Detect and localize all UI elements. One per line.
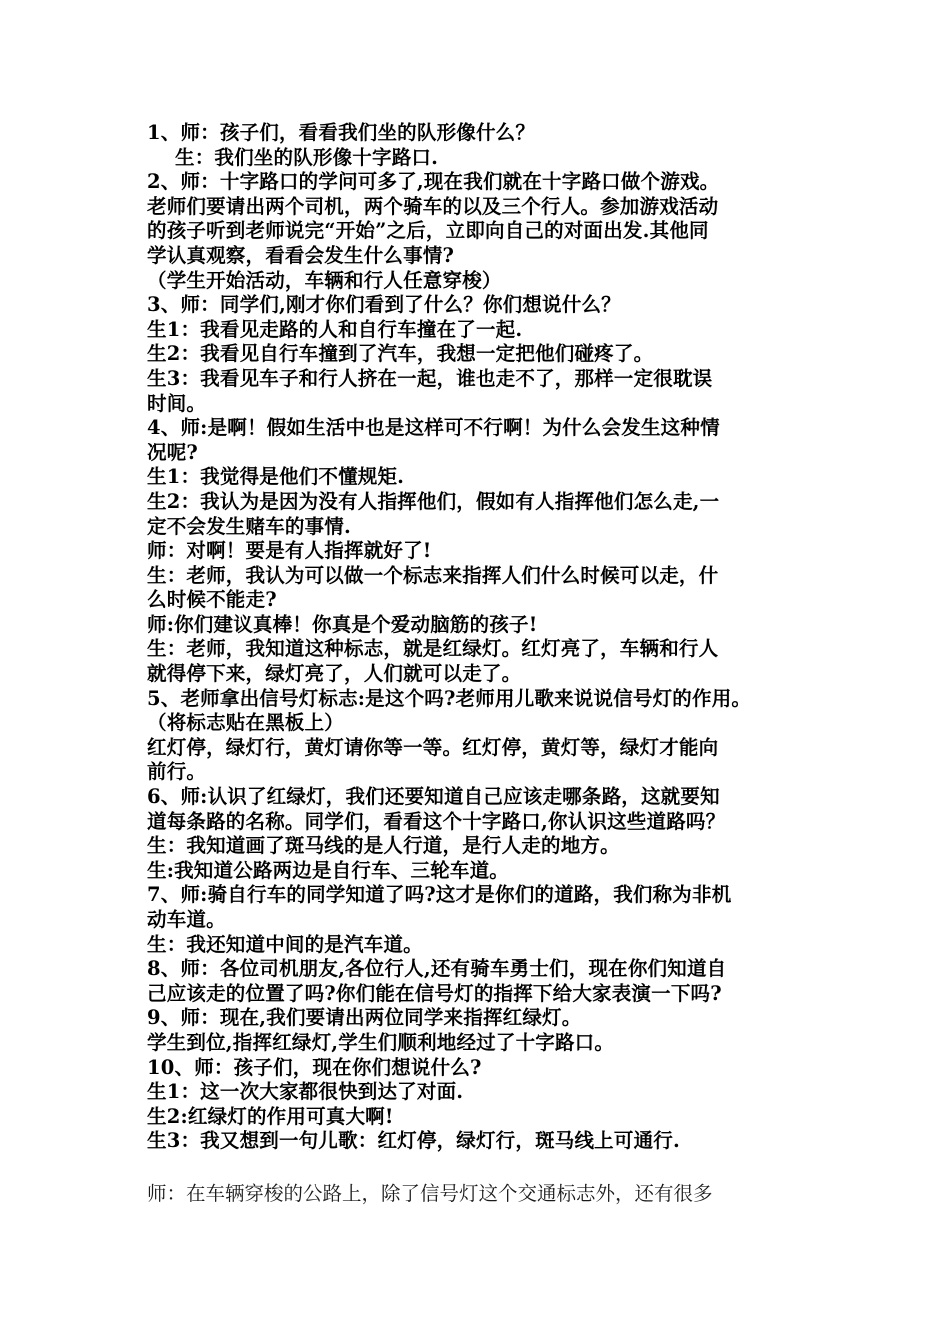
- text-line: 生1：我看见走路的人和自行车撞在了一起.: [147, 317, 523, 341]
- text-line: 就得停下来，绿灯亮了，人们就可以走了。: [147, 662, 522, 686]
- text-line: （将标志贴在黑板上）: [147, 711, 345, 735]
- text-line: 4、师:是啊！假如生活中也是这样可不行啊！为什么会发生这种情: [147, 416, 720, 440]
- text-line: 学生到位,指挥红绿灯,学生们顺利地经过了十字路口。: [147, 1030, 615, 1054]
- paragraph-gap: [147, 1154, 812, 1182]
- text-line: 1、师：孩子们，看看我们坐的队形像什么？: [147, 121, 536, 144]
- text-line: 的孩子听到老师说完“开始”之后，立即向自己的对面出发.其他同: [147, 219, 709, 243]
- text-line: 生3：我又想到一句儿歌：红灯停，绿灯行，斑马线上可通行.: [147, 1129, 680, 1153]
- text-line: 红灯停，绿灯行，黄灯请你等一等。红灯停，黄灯等，绿灯才能向: [147, 735, 719, 759]
- text-line: 生1：这一次大家都很快到达了对面.: [147, 1080, 464, 1104]
- text-line: 师:你们建议真棒！你真是个爱动脑筋的孩子!: [147, 612, 538, 636]
- text-line: 前行。: [147, 760, 207, 784]
- text-line: 己应该走的位置了吗?你们能在信号灯的指挥下给大家表演一下吗?: [147, 981, 722, 1005]
- text-line: 6、师:认识了红绿灯，我们还要知道自己应该走哪条路，这就要知: [147, 785, 720, 809]
- trailing-text-line: 师：在车辆穿梭的公路上，除了信号灯这个交通标志外，还有很多: [147, 1181, 713, 1205]
- text-line: 生：我知道画了斑马线的是人行道，是行人走的地方。: [147, 834, 620, 858]
- text-line: 生：我们坐的队形像十字路口.: [175, 145, 439, 169]
- text-line: 况呢?: [147, 440, 199, 464]
- text-line: 9、师：现在,我们要请出两位同学来指挥红绿灯。: [147, 1006, 582, 1030]
- text-line: 学认真观察，看看会发生什么事情?: [147, 243, 455, 267]
- text-line: 10、师：孩子们，现在你们想说什么?: [147, 1055, 482, 1079]
- text-line: 生:我知道公路两边是自行车、三轮车道。: [147, 858, 509, 882]
- text-line: 生：老师，我认为可以做一个标志来指挥人们什么时候可以走，什: [147, 563, 719, 587]
- text-line: 生：我还知道中间的是汽车道。: [147, 932, 423, 956]
- text-line: 生1：我觉得是他们不懂规矩.: [147, 465, 405, 489]
- text-line: （学生开始活动，车辆和行人任意穿梭）: [147, 268, 502, 292]
- text-line: 7、师:骑自行车的同学知道了吗?这才是你们的道路，我们称为非机: [147, 883, 732, 907]
- text-line: 生2：我看见自行车撞到了汽车，我想一定把他们碰疼了。: [147, 342, 654, 366]
- text-line: 生2：我认为是因为没有人指挥他们，假如有人指挥他们怎么走,一: [147, 489, 720, 513]
- text-line: 3、师：同学们,刚才你们看到了什么？你们想说什么？: [147, 293, 621, 317]
- lesson-transcript: [147, 121, 812, 1207]
- text-line: 师：对啊！要是有人指挥就好了!: [147, 539, 432, 563]
- text-line: 时间。: [147, 391, 207, 415]
- text-line: 2、师：十字路口的学问可多了,现在我们就在十字路口做个游戏。: [147, 170, 720, 194]
- text-line: 定不会发生赌车的事情.: [147, 514, 351, 538]
- text-line: 老师们要请出两个司机，两个骑车的以及三个行人。参加游戏活动: [147, 194, 719, 218]
- text-line: 生2:红绿灯的作用可真大啊!: [147, 1104, 394, 1128]
- text-line: 道每条路的名称。同学们，看看这个十字路口,你认识这些道路吗？: [147, 809, 726, 833]
- text-line: 8、师：各位司机朋友,各位行人,还有骑车勇士们，现在你们知道自: [147, 957, 727, 981]
- text-line: 生3：我看见车子和行人挤在一起，谁也走不了，那样一定很耽误: [147, 366, 713, 390]
- text-line: 生：老师，我知道这种标志，就是红绿灯。红灯亮了，车辆和行人: [147, 637, 719, 661]
- text-line: 么时候不能走?: [147, 588, 277, 612]
- text-line: 动车道。: [147, 908, 226, 931]
- text-line: 5、老师拿出信号灯标志:是这个吗?老师用儿歌来说说信号灯的作用。: [147, 686, 752, 710]
